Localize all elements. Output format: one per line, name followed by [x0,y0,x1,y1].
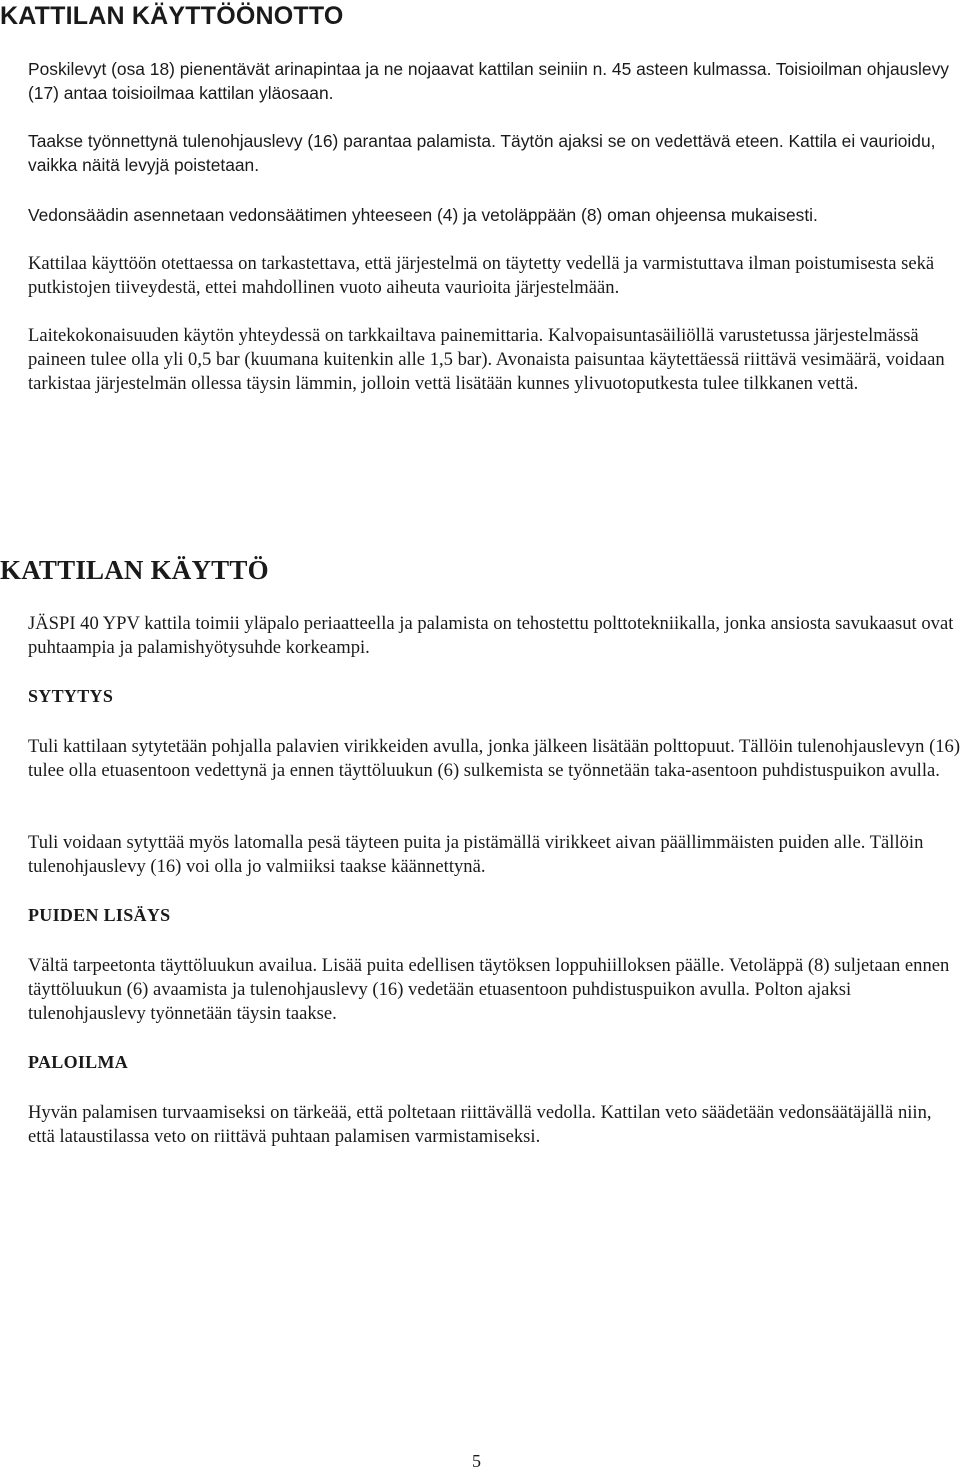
subheading-sytytys: SYTYTYS [28,686,114,706]
section-title-kaytto: KATTILAN KÄYTTÖ [0,555,269,585]
paragraph-sytytys-1: Tuli kattilaan sytytetään pohjalla palavien virikkeiden avulla, jonka jälkeen lisätään polttopuut. Tällöin tulenohjauslevyn (16) tulee olla etuasentoon vedettynä ja ennen täyttöluukun (6) sulkemista se työnnetään taka-asentoon puhdistuspuikon avulla. [28,736,960,781]
paragraph-poskilevyt: Poskilevyt (osa 18) pienentävät arinapintaa ja ne nojaavat kattilan seiniin n. 45 asteen kulmassa. Toisioilman ohjauslevy (17) antaa toisioilmaa kattilan yläosaan. [28,59,949,103]
paragraph-tulenohjauslevy: Taakse työnnettynä tulenohjauslevy (16) parantaa palamista. Täytön ajaksi se on vedettävä eteen. Kattila ei vaurioidu, vaikka näitä levyjä poistetaan. [28,131,936,175]
paragraph-laitekokonaisuus: Laitekokonaisuuden käytön yhteydessä on tarkkailtava painemittaria. Kalvopaisuntasäiliöllä varustetussa järjestelmässä paineen tulee olla yli 0,5 bar (kuumana kuitenkin alle 1,5 bar). Avonaista paisuntaa käytettäessä riittävä vesimäärä, voidaan tarkistaa järjestelmän ollessa täysin lämmin, jolloin vettä lisätään kunnes ylivuotoputkesta tulee tilkkanen vettä. [28,325,945,394]
paragraph-puiden-lisays: Vältä tarpeetonta täyttöluukun availua. Lisää puita edellisen täytöksen loppuhiilloksen päälle. Vetoläppä (8) suljetaan ennen täyttöluukun (6) avaamista ja tulenohjauslevy (16) vedetään etuasentoon puhdistuspuikon avulla. Polton ajaksi tulenohjauslevy työnnetään täysin taakse. [28,955,950,1024]
paragraph-vedonsaadin: Vedonsäädin asennetaan vedonsäätimen yhteeseen (4) ja vetoläppään (8) oman ohjeensa mukaisesti. [28,205,818,225]
section-title-kayttoonotto: KATTILAN KÄYTTÖÖNOTTO [0,2,344,30]
subheading-puiden-lisays: PUIDEN LISÄYS [28,905,171,925]
paragraph-kattilaa-kayttoon: Kattilaa käyttöön otettaessa on tarkastettava, että järjestelmä on täytetty vedellä ja varmistuttava ilman poistumisesta sekä putkistojen tiiveydestä, ettei mahdollinen vuoto aiheuta vaurioita järjestelmään. [28,253,935,298]
paragraph-sytytys-2: Tuli voidaan sytyttää myös latomalla pesä täyteen puita ja pistämällä virikkeet aivan päällimmäisten puiden alle. Tällöin tulenohjauslevy (16) voi olla jo valmiiksi taakse käännettynä. [28,832,924,877]
paragraph-jaspi-intro: JÄSPI 40 YPV kattila toimii yläpalo periaatteella ja palamista on tehostettu polttotekniikalla, jonka ansiosta savukaasut ovat puhtaampia ja palamishyötysuhde korkeampi. [28,613,954,658]
page-number: 5 [472,1451,481,1471]
subheading-paloilma: PALOILMA [28,1052,129,1072]
paragraph-paloilma: Hyvän palamisen turvaamiseksi on tärkeää, että poltetaan riittävällä vedolla. Kattilan veto säädetään vedonsäätäjällä niin, että lataustilassa veto on riittävä puhtaan palamisen varmistamiseksi. [28,1102,932,1147]
